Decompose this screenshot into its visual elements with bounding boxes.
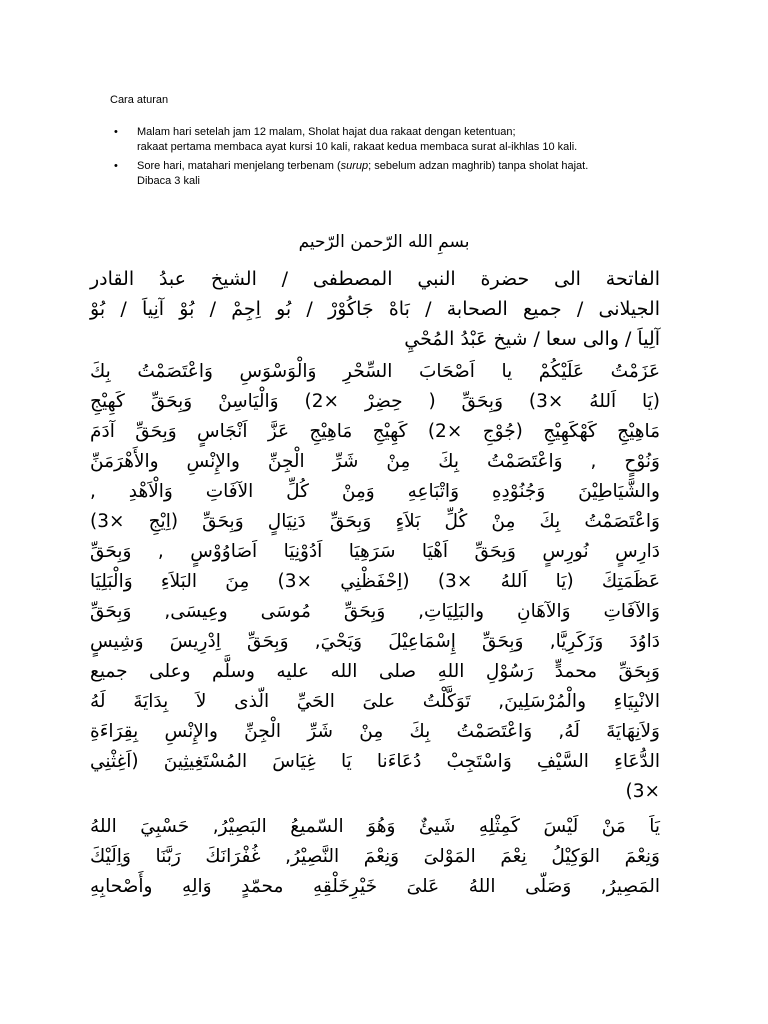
arabic-line: وَبِحَقِّ محمدٍّ رَسُوْلِ اللهِ صلى الله عليه وسلَّم وعلى جميع — [90, 661, 660, 682]
list-item — [110, 159, 670, 189]
instruction-line — [137, 159, 670, 174]
instruction-line: Malam hari setelah jam 12 malam, Sholat hajat dua rakaat dengan ketentuan; — [137, 126, 516, 138]
arabic-line: عَظَمَتِكَ (يَا اَللهُ ×3) (اِحْفَظْنِي ×3) مِنَ البَلاَءِ وَالْبَلِيَا — [90, 571, 660, 592]
arabic-line: وَنِعْمَ الوَكِيْلُ نِعْمَ المَوْلىَ وَنِعْمَ النَّصِيْرُ, غُفْرَانَكَ رَبَّنَا وَاِلَيْكَ — [90, 846, 660, 867]
arabic-line: دَارِسٍ نُورِسٍ وَبِحَقِّ اَهْيَا سَرَهِيَا اَدُوْنِيَا اَصَاوُوْسٍ , وَبِحَقِّ — [90, 541, 660, 562]
arabic-line: وَالآفَاتِ وَالآهَانِ والبَلِيَاتِ, وَبِحَقِّ مُوسَى وعِيسَى, وَبِحَقِّ — [90, 601, 660, 622]
arabic-line: الانْبِيَاءِ والْمُرْسَلِينَ, تَوَكَّلْتُ علىَ الحَيِّ الّذى لاَ بِدَايَةَ لَهُ — [90, 691, 660, 712]
bullet-icon: • — [114, 160, 118, 172]
arabic-line: وَلاَنِهَايَةَ لَهُ, وَاعْتَصَمْتُ بِكَ مِنْ شَرِّ الْجِنِّ والإِنْسِ بِقِرَاءَةِ — [90, 721, 660, 742]
instruction-line: Dibaca 3 kali — [137, 175, 200, 187]
arabic-line: يَاَ مَنْ لَيْسَ كَمِثْلِهِ شَيئٌ وَهُوَ السّميعُ البَصِيْرُ, حَسْبِيَ اللهُ — [90, 816, 660, 837]
basmala: بسمِ الله الرّحمن الرّحيم — [298, 232, 470, 252]
instruction-text: ; sebelum adzan maghrib) tanpa sholat hajat. — [368, 160, 589, 172]
arabic-line: الفاتحة الى حضرة النبي المصطفى / الشيخ عبدُ القادر — [90, 268, 660, 290]
arabic-line: وَاعْتَصَمْتُ بِكَ مِنْ كُلِّ بَلاَءٍ وَبِحَقِّ دَنِيَالٍ وَبِحَقِّ (اِيْجِ ×3) — [90, 511, 660, 532]
arabic-line: مَاهِيْجِ كَهْكَهِيْجِ (جُوْجِ ×2) كَهِيْجِ مَاهِيْجِ عَزَّ اَنْجَاسٍ وَبِحَقِّ آدَمَ — [90, 421, 660, 442]
arabic-line: وَنُوْحٍ , وَاعْتَصَمْتُ بِكَ مِنْ شَرِّ الْجِنِّ والإِنْسِ والأَهْرَمَنِّ — [90, 451, 660, 472]
arabic-line: الجيلانى / جميع الصحابة / بَاهْ جَاكُوْرْ / بُو اِجِمْ / بُوْ آنِياَ / بُوْ — [90, 298, 660, 320]
list-item — [110, 125, 670, 155]
arabic-line: الدُّعَاءِ السَّيْفِ وَاسْتَجِبْ دُعَاءَنا يَا غِيَاسَ المُسْتَغِيثِينَ (اَغِثْنِي — [90, 751, 660, 772]
arabic-line: والشَّيَاطِيْنَ وَجُنُوْدِهِ وَاتْبَاعِهِ وَمِنْ كُلِّ الآفَاتِ وَالْاَهْدِ , — [90, 481, 660, 502]
instruction-line: rakaat pertama membaca ayat kursi 10 kali, rakaat kedua membaca surat al-ikhlas 10 kali. — [137, 141, 578, 153]
closing-prayer — [90, 812, 660, 902]
fatiha-dedication — [90, 264, 660, 354]
instruction-list — [110, 125, 670, 193]
instruction-text: Sore hari, matahari menjelang terbenam ( — [137, 160, 341, 172]
azimat-prayer — [90, 357, 660, 807]
bullet-icon: • — [114, 126, 118, 138]
arabic-line: دَاوُدَ وَزَكَرِيَّا, وَبِحَقِّ إِسْمَاعِيْلَ وَيَحْيَ, وَبِحَقِّ اِدْرِيسَ وَشِيسٍ — [90, 631, 660, 652]
arabic-line: عَزَمْتُ عَلَيْكُمْ يا اَصْحَابَ السِّحْرِ وَالْوَسْوَسِ وَاعْتَصَمْتُ بِكَ — [90, 361, 660, 382]
arabic-line: ×3) — [625, 781, 660, 802]
document-heading: Cara aturan — [110, 94, 169, 106]
arabic-line: (يَا اَللهُ ×3) وَبِحَقِّ ( حِضِرْ ×2) وَالْيَاسِنْ وَبِحَقِّ كَهِيْجِ — [90, 391, 660, 412]
instruction-italic-term: surup — [340, 160, 369, 172]
arabic-line: آلِياَ / والى سعا / شيخ عَبْدُ المُحْيِ — [404, 328, 660, 350]
arabic-line: المَصِيرُ, وَصَلّى اللهُ عَلىَ خَيْرِخَلْقِهِ محمّدٍ وَالِهِ وأَصْحابِهِ — [90, 876, 660, 897]
